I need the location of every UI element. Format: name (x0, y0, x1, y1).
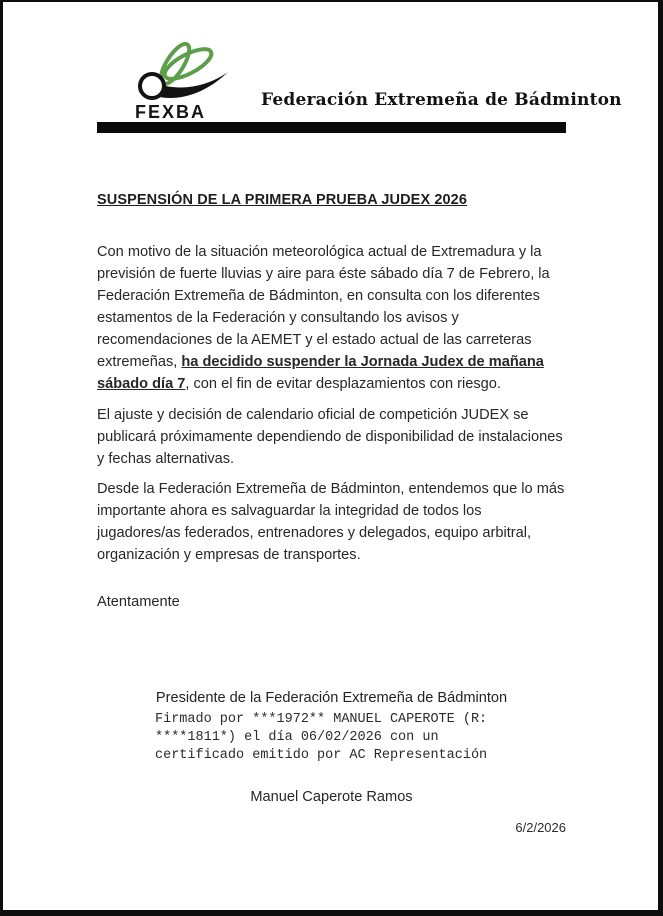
paragraph-calendar-adjustment: El ajuste y decisión de calendario oficial de competición JUDEX se publicará próximamente dependiendo de disponibilidad de instalaciones y fechas alternativas. (97, 406, 563, 467)
paragraph-safety: Desde la Federación Extremeña de Bádminton, entendemos que lo más importante ahora es salvaguardar la integridad de todos los jugadores/as federados, entrenadores y delegados, equipo arbitral, organización y empresas de transportes. (97, 480, 565, 563)
closing-salutation: Atentamente (97, 594, 180, 610)
stamp-line-1: Firmado por ***1972** MANUEL CAPEROTE (R: (155, 712, 488, 727)
scan-edge-left (0, 0, 3, 916)
signer-name: Manuel Caperote Ramos (250, 789, 413, 805)
digital-signature-stamp (155, 711, 487, 765)
page-content (97, 0, 622, 916)
logo-text: FEXBA (135, 102, 207, 122)
document-date: 6/2/2026 (515, 820, 566, 835)
paragraph1-emphasis: ha decidido suspender la Jornada Judex de mañana sábado día 7 (97, 353, 544, 392)
shuttlecock-icon (131, 42, 241, 104)
document-title: SUSPENSIÓN DE LA PRIMERA PRUEBA JUDEX 2026 (97, 192, 468, 208)
header-divider-bar (97, 122, 566, 133)
paragraph-weather-suspension (97, 241, 566, 395)
paragraph1-before: Con motivo de la situación meteorológica actual de Extremadura y la previsión de fuerte lluvias y aire para éste sábado día 7 de Febrero, la Federación Extremeña de Bádminton, en consulta con los diferentes estamentos de la Federación y consultando los avisos y recomendaciones de la AEMET y el estado actual de las carreteras extremeñas, (97, 243, 550, 370)
organization-name: Federación Extremeña de Bádminton (261, 90, 622, 110)
signer-role: Presidente de la Federación Extremeña de Bádminton (155, 690, 508, 706)
fexba-logo (125, 42, 245, 123)
stamp-line-2: ****1811*) el día 06/02/2026 con un (155, 730, 439, 745)
stamp-line-3: certificado emitido por AC Representación (155, 748, 488, 763)
scan-edge-right (658, 0, 663, 916)
paragraph1-after: , con el fin de evitar desplazamientos con riesgo. (185, 375, 501, 392)
